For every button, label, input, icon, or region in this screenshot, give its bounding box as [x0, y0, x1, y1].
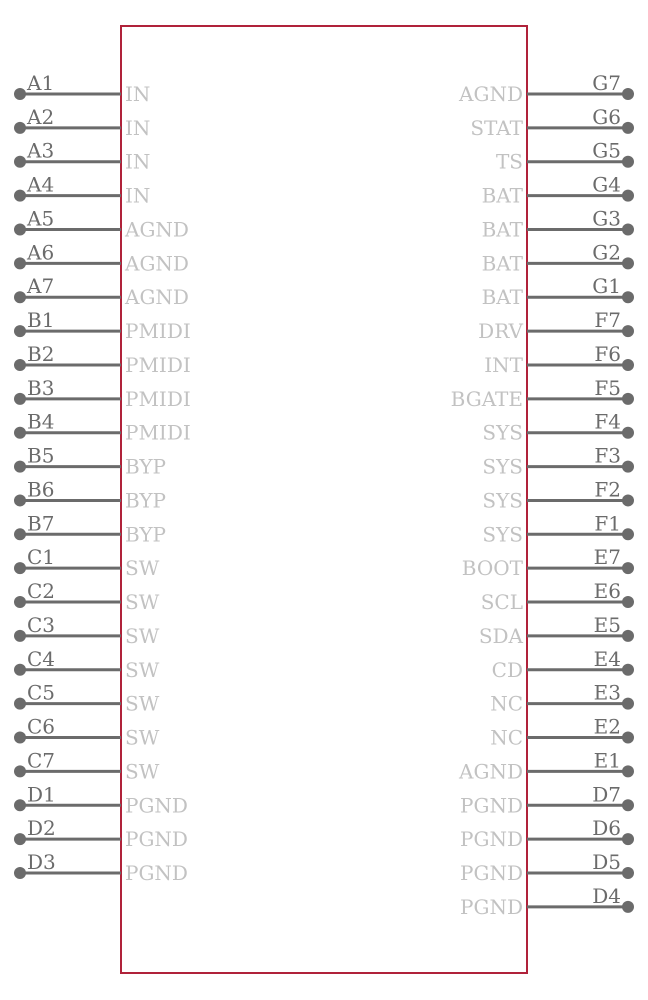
pin-name-label: BOOT: [461, 556, 523, 581]
pin-g2: [482, 240, 634, 275]
pin-terminal-dot: [622, 223, 634, 235]
pin-d1: [14, 782, 188, 817]
pin-name-label: PMIDI: [125, 420, 191, 445]
pin-terminal-dot: [14, 461, 26, 473]
pin-c4: [14, 647, 160, 682]
pin-number-label: B7: [27, 511, 55, 536]
pin-d6: [460, 816, 634, 851]
pin-name-label: PGND: [460, 861, 523, 886]
pin-name-label: IN: [125, 115, 151, 140]
pin-terminal-dot: [622, 325, 634, 337]
pin-terminal-dot: [622, 799, 634, 811]
pin-number-label: F5: [594, 375, 621, 400]
pin-name-label: SW: [125, 556, 160, 581]
pin-c3: [14, 613, 160, 648]
pin-number-label: E1: [593, 748, 621, 773]
pin-b3: [14, 376, 191, 411]
pin-number-label: E4: [593, 646, 621, 671]
pin-terminal-dot: [14, 799, 26, 811]
pin-terminal-dot: [14, 867, 26, 879]
pin-number-label: D6: [592, 816, 621, 841]
pin-name-label: AGND: [125, 217, 189, 242]
pin-terminal-dot: [622, 427, 634, 439]
pin-name-label: BYP: [125, 522, 167, 547]
pin-number-label: B2: [27, 341, 55, 366]
pin-a6: [14, 240, 189, 275]
pin-number-label: D2: [27, 816, 56, 841]
pin-terminal-dot: [622, 190, 634, 202]
pin-g3: [482, 206, 634, 241]
pin-number-label: A3: [27, 138, 55, 163]
pin-e7: [462, 545, 634, 580]
pin-name-label: SCL: [480, 590, 523, 615]
pin-number-label: C6: [27, 714, 56, 739]
pin-terminal-dot: [622, 732, 634, 744]
pin-number-label: E6: [593, 579, 621, 604]
pin-terminal-dot: [14, 223, 26, 235]
pin-e6: [481, 579, 634, 614]
pin-b7: [14, 511, 166, 546]
pin-terminal-dot: [14, 732, 26, 744]
pin-c6: [14, 715, 160, 750]
pin-terminal-dot: [14, 562, 26, 574]
pin-number-label: G3: [592, 206, 621, 231]
pin-name-label: SYS: [482, 454, 523, 479]
pin-number-label: F2: [594, 477, 621, 502]
pin-name-label: AGND: [459, 82, 523, 106]
pin-terminal-dot: [14, 359, 26, 371]
pin-name-label: INT: [484, 352, 523, 377]
pin-terminal-dot: [14, 156, 26, 168]
pin-terminal-dot: [622, 494, 634, 506]
pin-number-label: B1: [27, 308, 55, 333]
pin-terminal-dot: [14, 494, 26, 506]
pin-a7: [14, 274, 189, 309]
pin-number-label: G7: [592, 71, 621, 95]
pin-number-label: C3: [27, 612, 56, 637]
pin-g4: [482, 173, 634, 208]
pin-d7: [460, 782, 634, 817]
pin-name-label: BYP: [125, 488, 167, 513]
pin-terminal-dot: [622, 596, 634, 608]
pin-e1: [458, 748, 634, 783]
pin-terminal-dot: [622, 664, 634, 676]
pin-number-label: B3: [27, 375, 55, 400]
pin-a2: [14, 105, 150, 140]
pin-f1: [482, 511, 634, 546]
pin-terminal-dot: [14, 427, 26, 439]
pin-name-label: SYS: [482, 420, 523, 445]
pin-terminal-dot: [14, 393, 26, 405]
pin-name-label: BAT: [481, 183, 523, 208]
pin-name-label: SW: [125, 691, 160, 716]
pin-terminal-dot: [622, 156, 634, 168]
pin-name-label: NC: [490, 691, 523, 716]
pin-name-label: PMIDI: [125, 386, 191, 411]
pin-b6: [14, 477, 166, 512]
pin-number-label: B6: [27, 477, 55, 502]
pin-number-label: C4: [27, 646, 56, 671]
pin-number-label: D7: [592, 782, 621, 807]
pin-f6: [484, 342, 634, 377]
pin-terminal-dot: [622, 257, 634, 269]
right-pin-group: [451, 71, 634, 919]
pin-a5: [14, 206, 189, 241]
pin-g6: [470, 105, 634, 140]
pin-e5: [479, 613, 634, 648]
pin-number-label: G2: [592, 240, 621, 265]
pin-e2: [490, 715, 634, 750]
pin-name-label: SW: [125, 590, 160, 615]
pin-number-label: B4: [27, 409, 55, 434]
pin-number-label: A6: [27, 240, 55, 265]
pin-number-label: F6: [594, 341, 621, 366]
pin-terminal-dot: [622, 291, 634, 303]
pin-number-label: E5: [593, 612, 621, 637]
pin-d3: [14, 850, 188, 885]
pin-f5: [451, 376, 634, 411]
pin-g1: [482, 274, 634, 309]
pin-terminal-dot: [14, 325, 26, 337]
pin-f3: [482, 444, 634, 479]
pin-number-label: A4: [27, 172, 55, 197]
pin-name-label: AGND: [459, 759, 523, 784]
pin-terminal-dot: [14, 765, 26, 777]
pin-name-label: PGND: [125, 861, 188, 886]
pin-terminal-dot: [14, 833, 26, 845]
pin-number-label: G6: [592, 104, 621, 129]
pin-g5: [496, 139, 634, 174]
pin-f7: [478, 308, 634, 343]
pin-number-label: G5: [592, 138, 621, 163]
pin-number-label: C7: [27, 748, 56, 773]
pin-a3: [14, 139, 150, 174]
pin-name-label: STAT: [470, 115, 523, 140]
pin-name-label: SYS: [482, 488, 523, 513]
pin-number-label: A1: [27, 71, 55, 95]
pin-number-label: G1: [592, 274, 621, 299]
pin-name-label: BYP: [125, 454, 167, 479]
pin-d4: [460, 884, 634, 919]
pin-name-label: PMIDI: [125, 352, 191, 377]
pin-name-label: NC: [490, 725, 523, 750]
pin-a4: [14, 173, 150, 208]
pin-terminal-dot: [14, 630, 26, 642]
pin-b5: [14, 444, 166, 479]
pin-name-label: CD: [491, 657, 523, 682]
pin-number-label: A5: [27, 206, 55, 231]
pin-name-label: BGATE: [450, 386, 523, 411]
pin-terminal-dot: [622, 122, 634, 134]
pin-name-label: PGND: [460, 894, 523, 919]
pin-terminal-dot: [622, 901, 634, 913]
pin-name-label: IN: [125, 183, 151, 208]
pin-terminal-dot: [622, 630, 634, 642]
pin-terminal-dot: [622, 867, 634, 879]
pin-terminal-dot: [14, 698, 26, 710]
pin-name-label: SW: [125, 759, 160, 784]
pin-terminal-dot: [14, 88, 26, 100]
pin-number-label: G4: [592, 172, 621, 197]
pin-terminal-dot: [14, 596, 26, 608]
pin-f2: [482, 477, 634, 512]
pin-name-label: DRV: [478, 319, 523, 344]
pin-name-label: PGND: [460, 827, 523, 852]
pin-d2: [14, 816, 188, 851]
pin-c7: [14, 748, 160, 783]
pin-e3: [490, 681, 634, 716]
pin-name-label: PGND: [460, 793, 523, 818]
pin-name-label: AGND: [125, 251, 189, 276]
left-pin-group: [14, 71, 191, 885]
pin-c1: [14, 545, 160, 580]
pin-number-label: E7: [593, 545, 621, 570]
pin-terminal-dot: [622, 461, 634, 473]
pin-terminal-dot: [14, 291, 26, 303]
pin-number-label: D3: [27, 850, 56, 875]
pin-name-label: SW: [125, 623, 160, 648]
pin-name-label: BAT: [481, 217, 523, 242]
pin-terminal-dot: [622, 528, 634, 540]
pin-b1: [14, 308, 191, 343]
pin-name-label: BAT: [481, 285, 523, 310]
pin-terminal-dot: [622, 562, 634, 574]
pin-c2: [14, 579, 160, 614]
pin-terminal-dot: [14, 122, 26, 134]
pin-terminal-dot: [622, 359, 634, 371]
pin-number-label: C2: [27, 579, 56, 604]
pin-number-label: B5: [27, 443, 55, 468]
pin-number-label: A7: [27, 274, 55, 299]
pin-name-label: SYS: [482, 522, 523, 547]
pin-terminal-dot: [14, 190, 26, 202]
pin-e4: [492, 647, 634, 682]
pin-number-label: A2: [27, 104, 55, 129]
pin-number-label: C1: [27, 545, 56, 570]
pin-terminal-dot: [622, 393, 634, 405]
pin-name-label: AGND: [125, 285, 189, 310]
pin-name-label: TS: [495, 149, 523, 174]
pin-name-label: IN: [125, 82, 151, 106]
pin-number-label: D4: [592, 883, 621, 908]
pin-name-label: SDA: [478, 623, 523, 648]
pin-number-label: D1: [27, 782, 56, 807]
pin-f4: [482, 410, 634, 445]
pin-terminal-dot: [622, 833, 634, 845]
pin-g7: [458, 71, 634, 106]
pin-name-label: BAT: [481, 251, 523, 276]
pin-number-label: E2: [593, 714, 621, 739]
pin-b2: [14, 342, 191, 377]
pin-terminal-dot: [622, 698, 634, 710]
pin-terminal-dot: [14, 528, 26, 540]
pin-number-label: C5: [27, 680, 56, 705]
pin-terminal-dot: [14, 257, 26, 269]
pin-terminal-dot: [14, 664, 26, 676]
pin-number-label: E3: [593, 680, 621, 705]
pin-name-label: SW: [125, 657, 160, 682]
pin-b4: [14, 410, 191, 445]
pin-number-label: F7: [594, 308, 621, 333]
pin-name-label: PMIDI: [125, 319, 191, 344]
pin-number-label: F1: [594, 511, 621, 536]
pin-terminal-dot: [622, 765, 634, 777]
pin-name-label: PGND: [125, 793, 188, 818]
pin-a1: [14, 71, 150, 106]
pin-number-label: F3: [594, 443, 621, 468]
pin-number-label: D5: [592, 850, 621, 875]
pin-d5: [460, 850, 634, 885]
pin-c5: [14, 681, 160, 716]
pin-number-label: F4: [594, 409, 621, 434]
pin-name-label: PGND: [125, 827, 188, 852]
pin-name-label: SW: [125, 725, 160, 750]
pin-name-label: IN: [125, 149, 151, 174]
pin-terminal-dot: [622, 88, 634, 100]
